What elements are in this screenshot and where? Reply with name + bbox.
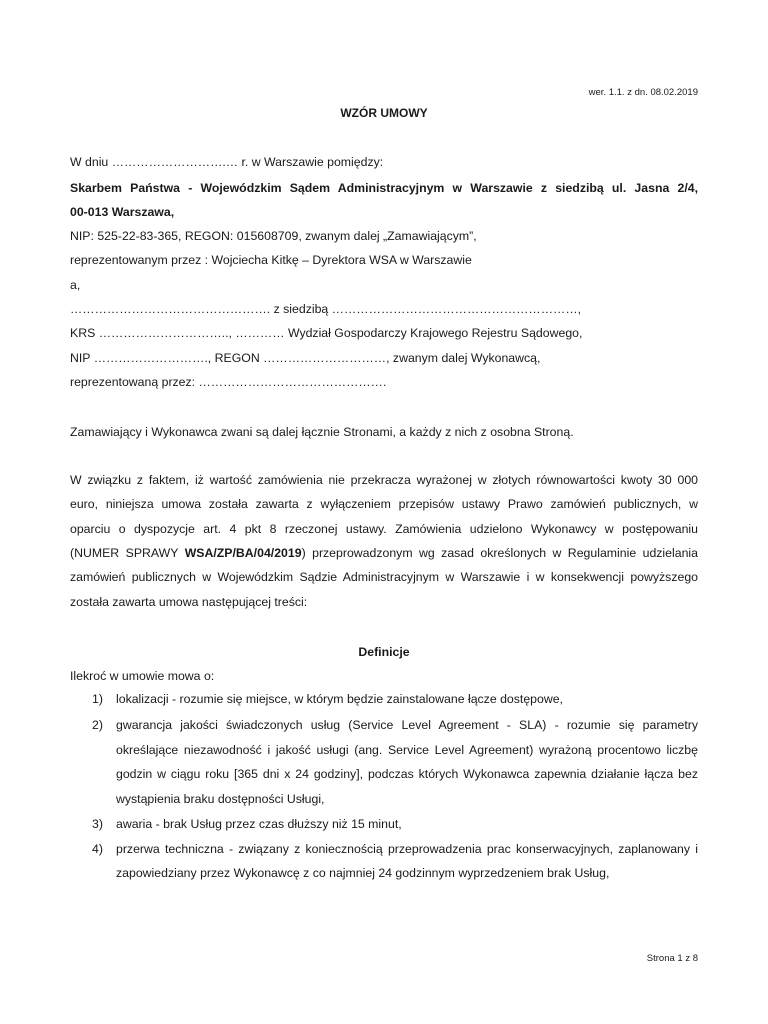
definition-line: lokalizacji - rozumie się miejsce, w którym będzie zainstalowane łącze dostępowe, <box>116 692 563 706</box>
contractor-representative-line: reprezentowaną przez: ………………………………………. <box>70 375 387 389</box>
page-number: Strona 1 z 8 <box>646 953 698 964</box>
contractor-nip-line: NIP ………………………., REGON …………………………, zwanym dalej Wykonawcą, <box>70 351 541 365</box>
version-note: wer. 1.1. z dn. 08.02.2019 <box>588 87 698 98</box>
definition-number: 4) <box>92 842 103 856</box>
buyer-line-2: 00-013 Warszawa, <box>70 205 175 219</box>
case-prefix: (NUMER SPRAWY <box>70 546 185 560</box>
contractor-krs-line: KRS ………………………….., ………… Wydział Gospodarczy Krajowego Rejestru Sądowego, <box>70 326 583 340</box>
definition-line: wystąpienia braku dostępności Usługi, <box>116 792 325 806</box>
definition-line: awaria - brak Usług przez czas dłuższy niż 15 minut, <box>116 817 402 831</box>
intro-line-4 <box>70 546 698 562</box>
case-number: WSA/ZP/BA/04/2019 <box>184 546 302 560</box>
buyer-representative-line: reprezentowanym przez : Wojciecha Kitkę – Dyrektora WSA w Warszawie <box>70 253 472 267</box>
document-title: WZÓR UMOWY <box>340 106 428 120</box>
intro-line-3: oparciu o dyspozycje art. 4 pkt 8 rzeczonej ustawy. Zamówienia udzielono Wykonawcy w postępowaniu <box>70 522 698 536</box>
date-line: W dniu ……………………….… r. w Warszawie pomiędzy: <box>70 155 384 169</box>
definition-line: określające niezawodność i jakość usługi (ang. Service Level Agreement) wyrażoną procentowo liczbę <box>116 743 698 757</box>
definitions-lead: Ilekroć w umowie mowa o: <box>70 669 215 683</box>
parties-note: Zamawiający i Wykonawca zwani są dalej łącznie Stronami, a każdy z nich z osobna Stroną. <box>70 425 574 439</box>
and-line: a, <box>70 278 81 292</box>
contractor-seat-line: …………………………………………. z siedzibą ……………………………………………………, <box>70 302 582 316</box>
intro-line-1: W związku z faktem, iż wartość zamówienia nie przekracza wyrażonej w złotych równowartości kwoty 30 000 <box>70 473 698 487</box>
buyer-line-1: Skarbem Państwa - Wojewódzkim Sądem Administracyjnym w Warszawie z siedzibą ul. Jasna 2/4, <box>70 181 698 195</box>
intro-line-2: euro, niniejsza umowa została zawarta z wyłączeniem przepisów ustawy Prawo zamówień publicznych, w <box>70 497 698 511</box>
definition-line: gwarancja jakości świadczonych usług (Service Level Agreement - SLA) - rozumie się parametry <box>116 718 698 732</box>
definition-number: 3) <box>92 817 103 831</box>
definition-line: przerwa techniczna - związany z koniecznością przeprowadzenia prac konserwacyjnych, zaplanowany i <box>116 842 698 856</box>
definitions-title: Definicje <box>358 645 410 659</box>
definition-line: zapowiedziany przez Wykonawcę z co najmniej 24 godzinnym wyprzedzeniem brak Usług, <box>116 866 610 880</box>
intro-line-6: została zawarta umowa następującej treści: <box>70 595 308 609</box>
definition-number: 2) <box>92 718 103 732</box>
definition-line: godzin w ciągu roku [365 dni x 24 godziny], podczas których Wykonawca zapewnia działanie łącza bez <box>116 767 698 781</box>
definition-number: 1) <box>92 692 103 706</box>
intro-line-5: zamówień publicznych w Wojewódzkim Sądzie Administracyjnym w Warszawie i w konsekwencji powyższego <box>70 570 698 584</box>
case-suffix: ) przeprowadzonym wg zasad określonych w Regulaminie udzielania <box>301 546 698 560</box>
buyer-nip-line: NIP: 525-22-83-365, REGON: 015608709, zwanym dalej „Zamawiającym”, <box>70 229 477 243</box>
